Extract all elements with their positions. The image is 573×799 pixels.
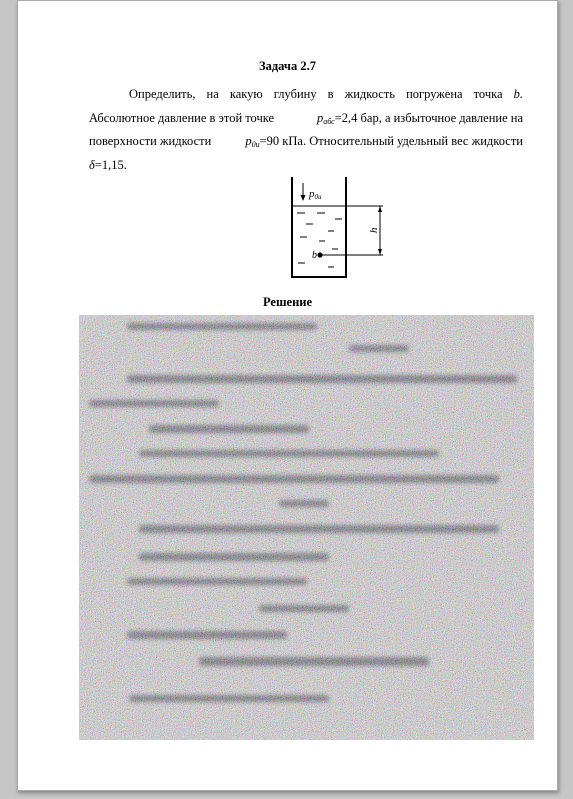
noise-overlay (79, 315, 534, 740)
point-b-ref: b. (513, 87, 523, 101)
problem-title: Задача 2.7 (259, 59, 316, 73)
pressure-label: p0и (309, 188, 322, 201)
p-0i-symbol: p (245, 134, 252, 148)
p-0i-term (245, 130, 523, 154)
word: Определить, (129, 87, 196, 101)
p-abs-term (317, 107, 523, 131)
vessel-outline (292, 177, 346, 277)
line2-start: Абсолютное давление в этой точке (89, 110, 275, 125)
blurred-solution-image (79, 315, 534, 740)
document-page (17, 0, 558, 791)
line3-start: поверхности жидкости (89, 134, 212, 148)
p-0i-subscript: 0и (251, 140, 260, 149)
word: какую (229, 87, 263, 101)
point-b (317, 252, 322, 257)
depth-label: h (368, 227, 380, 233)
pressure-arrowhead (301, 195, 306, 201)
p-abs-symbol: p (317, 110, 324, 125)
delta-value: =1,15. (94, 157, 127, 172)
depth-arrow-top (378, 206, 382, 212)
depth-arrow-bottom (378, 249, 382, 255)
solution-title: Решение (262, 295, 313, 309)
vessel-diagram (288, 173, 393, 283)
p-abs-value: =2,4 бар, а избыточное давление на (334, 110, 523, 125)
point-b-label: b (312, 250, 317, 261)
problem-line-1 (89, 83, 523, 107)
word: жидкость (344, 87, 396, 101)
p-0i-value: =90 кПа. Относительный удельный вес жидкости (259, 134, 523, 148)
word: глубину (273, 87, 317, 101)
liquid-hatching (297, 213, 342, 267)
p-abs-subscript: абс (323, 116, 335, 126)
word: на (206, 87, 219, 101)
word: погружена (406, 87, 463, 101)
problem-line-3 (89, 130, 523, 154)
word: точка (473, 87, 503, 101)
problem-line-2 (89, 107, 523, 131)
problem-text (89, 83, 523, 177)
delta-symbol: δ (89, 157, 95, 172)
word: в (327, 87, 334, 101)
